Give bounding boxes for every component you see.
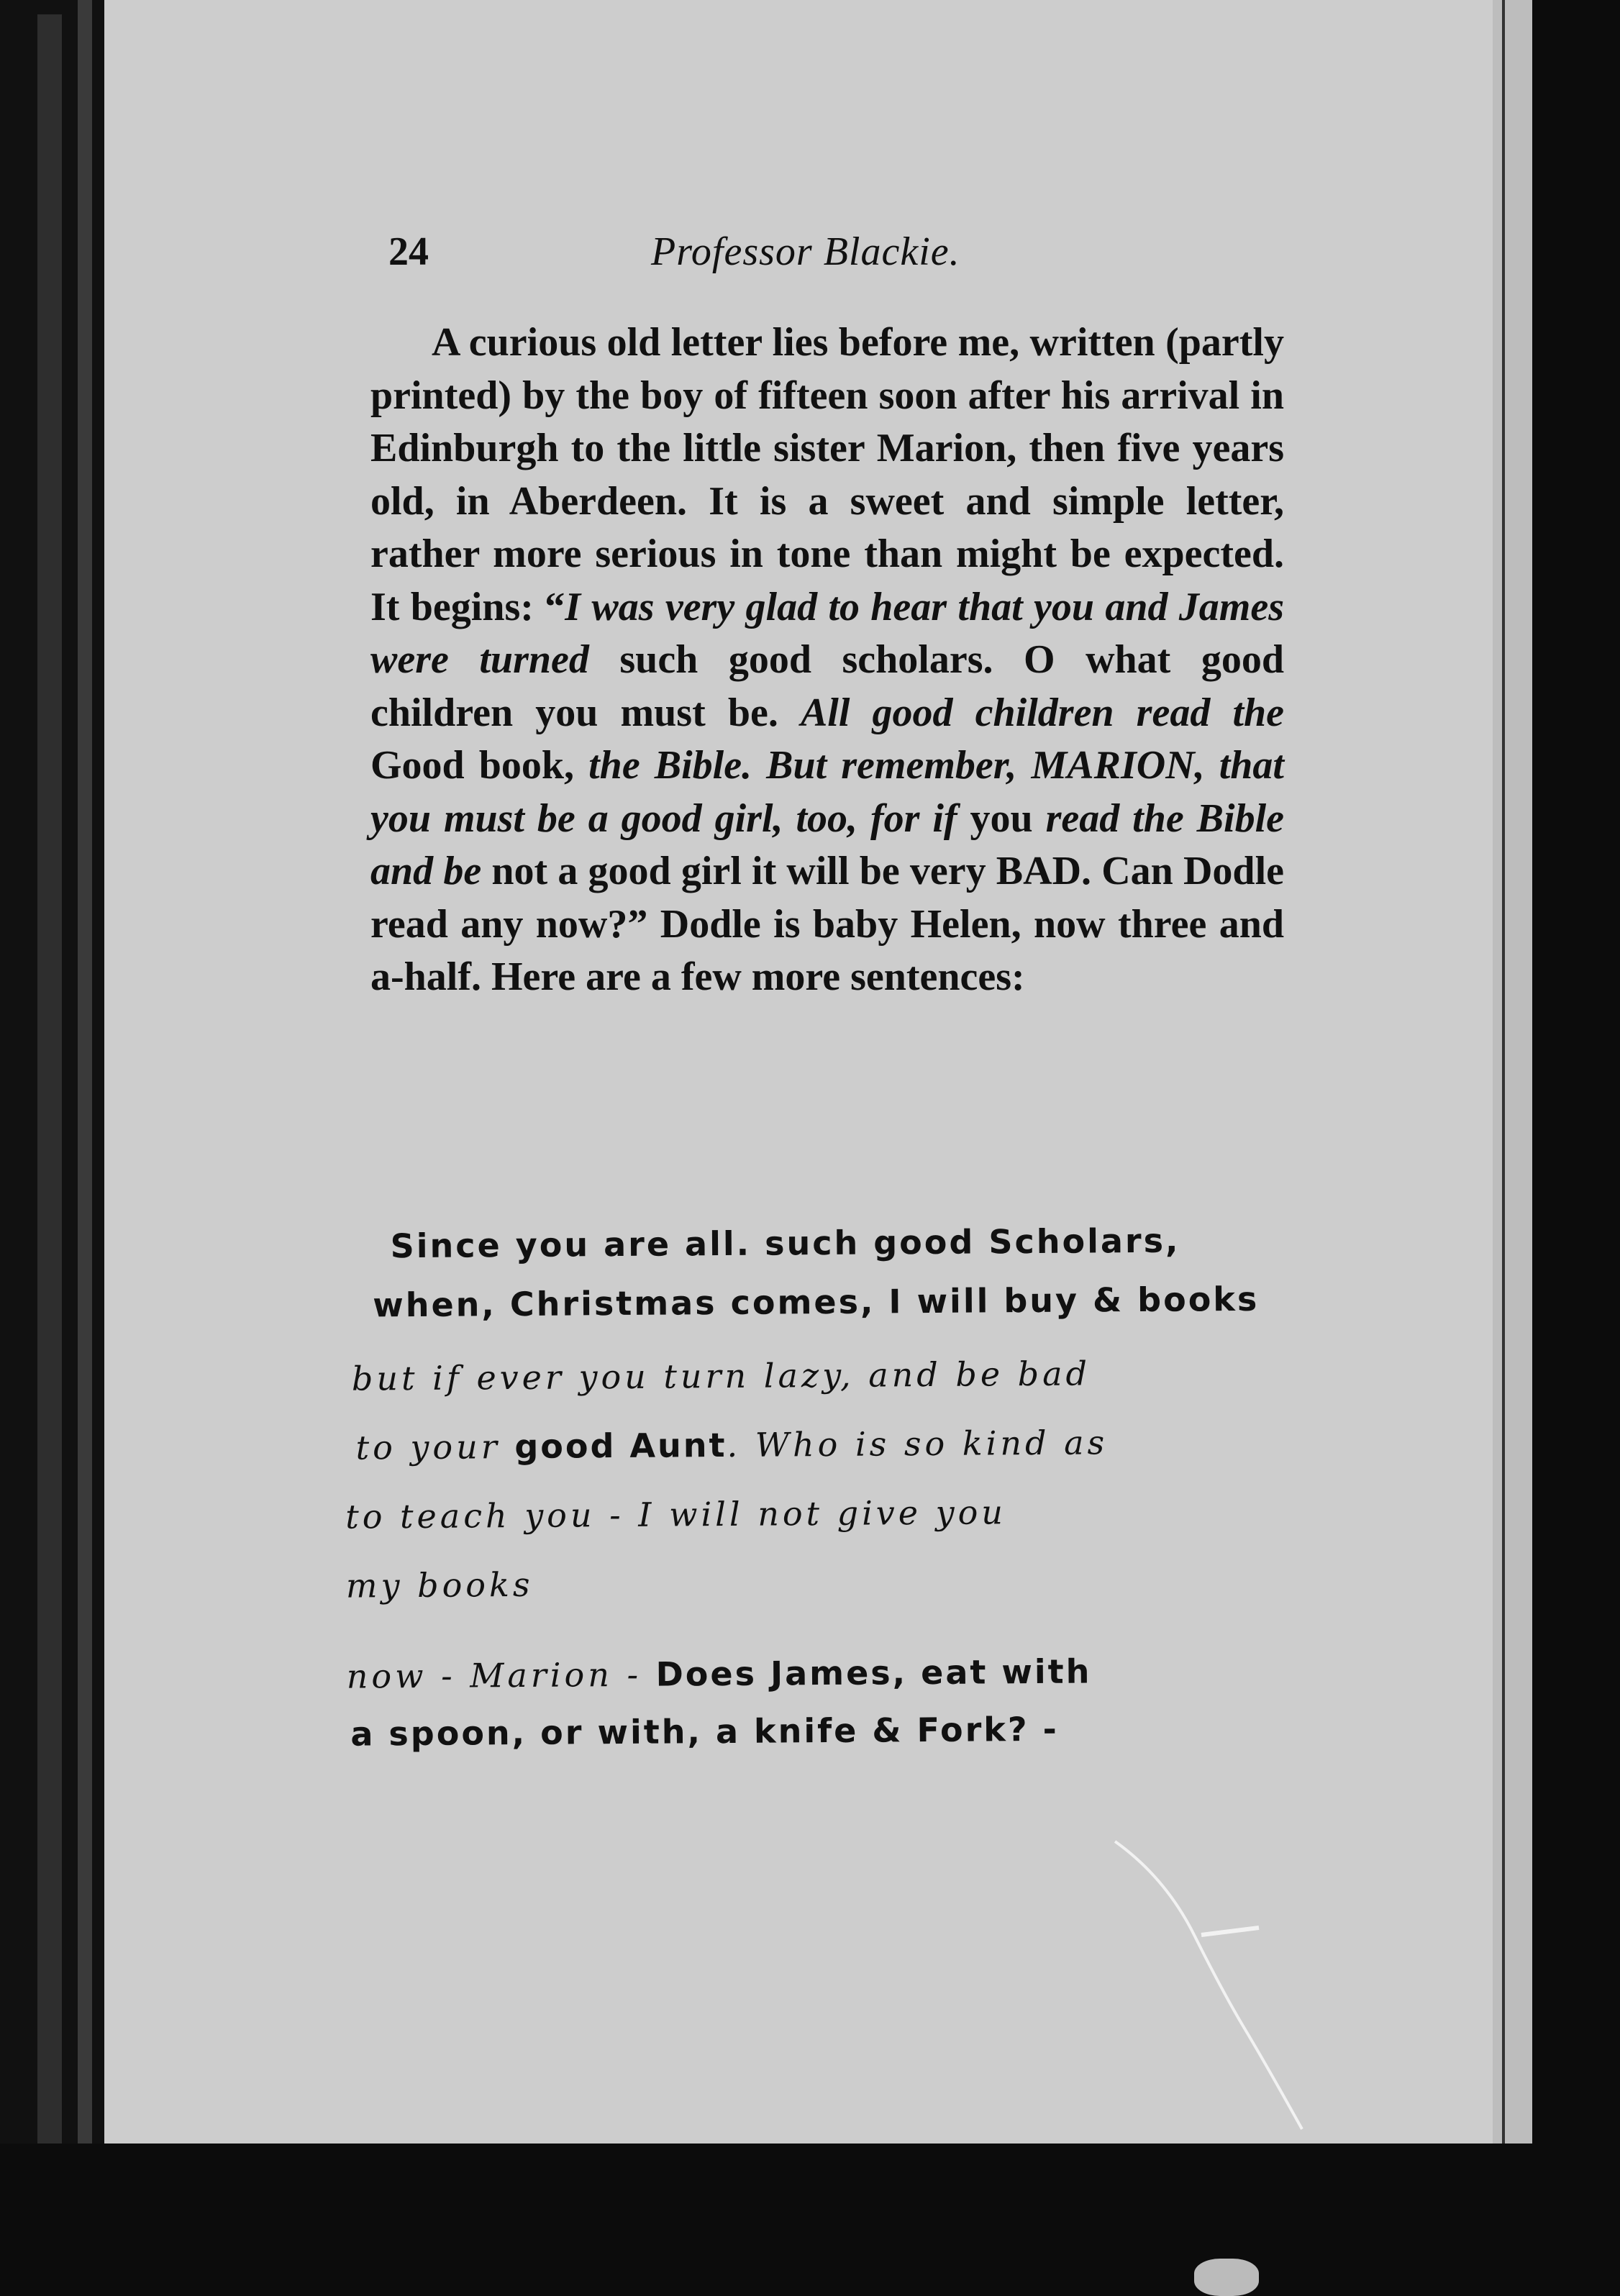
quote-italic: All good children read the [800, 690, 1284, 735]
scan-right-edge [1532, 0, 1620, 2296]
handwritten-line: to teach you - I will not give you [345, 1493, 1007, 1536]
book-binding-inner-edge [78, 0, 92, 2296]
book-binding-edge [37, 14, 62, 2172]
scan-bottom-edge [0, 2144, 1620, 2296]
quote-italic: read the Bible and be [370, 796, 1285, 893]
handwritten-line: Since you are all. such good Scholars, [390, 1221, 1180, 1266]
handwritten-line: when, Christmas comes, I will buy & books [373, 1279, 1260, 1325]
body-paragraph [370, 316, 1284, 1004]
handwritten-fragment: to your [355, 1427, 515, 1467]
body-text-span: not a good girl it will be very [481, 849, 996, 893]
body-text-span: Good book, [370, 743, 589, 788]
page-header [388, 229, 1324, 293]
quote-italic: I was very glad to hear that you and James were turned [370, 584, 1284, 682]
small-caps-word: BAD [996, 849, 1082, 893]
handwritten-line: my books [345, 1564, 534, 1605]
scan-smudge [1194, 2259, 1259, 2296]
body-text-span: such good scholars. O what good children you must be. [370, 637, 1284, 735]
page-number: 24 [388, 229, 429, 274]
scratch-line [1115, 1841, 1302, 2129]
handwritten-line [355, 1417, 1316, 1471]
body-text [370, 316, 1284, 1004]
handwritten-line: but if ever you turn lazy, and be bad [351, 1354, 1091, 1398]
body-text-span: A curious old letter lies before me, written (partly printed) by the boy of fifteen soon after his arrival in Edinburgh to the little sister Marion, then five years old, in Aberdeen. It is a sweet and simple letter, rather more serious in tone than might be expected. It begins: “ [370, 320, 1284, 629]
body-text-span: . Can Dodle read any now?” Dodle is baby Helen, now three and a-half. Here are a few more sentences: [370, 849, 1284, 999]
body-text-span: you [957, 796, 1046, 841]
handwritten-letter-facsimile [336, 1216, 1318, 1757]
handwritten-line: a spoon, or with, a knife & Fork? - [350, 1709, 1059, 1754]
page-right-edge-line [1502, 0, 1505, 2296]
running-head: Professor Blackie. [651, 229, 960, 274]
quote-italic: the Bible. But remember, MARION, that you must be a good girl, too, for if [370, 743, 1284, 841]
scratch-mark [1108, 1827, 1338, 2144]
scratch-line [1201, 1928, 1259, 1935]
handwritten-fragment: good Aunt [514, 1425, 727, 1467]
handwritten-fragment: Does James, eat with [655, 1652, 1092, 1694]
handwritten-fragment: now - Marion - [346, 1654, 656, 1696]
handwritten-fragment: . Who is so kind as [727, 1423, 1109, 1464]
handwritten-line [347, 1646, 1318, 1700]
